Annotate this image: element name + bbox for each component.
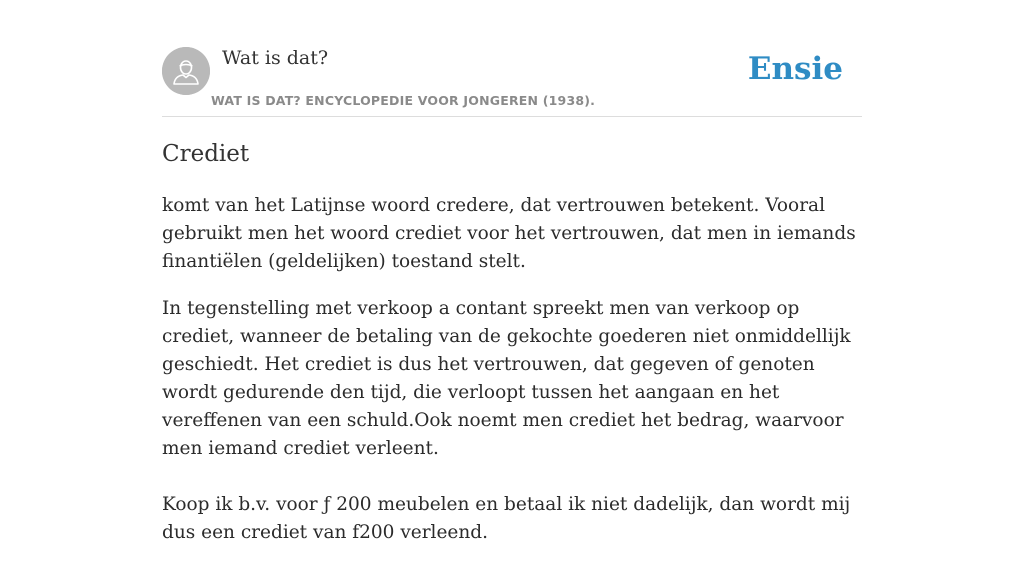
entry-paragraph: komt van het Latijnse woord credere, dat vertrouwen betekent. Vooral gebruikt men het woord crediet voor het vertrouwen, dat men in iemands finantiëlen (geldelijken) toestand stelt.: [162, 195, 856, 272]
article-page: [162, 0, 862, 543]
entry-title: Crediet: [162, 141, 250, 167]
entry-body: [162, 192, 867, 566]
source-header: [162, 0, 862, 117]
entry-paragraph: Koop ik b.v. voor ƒ 200 meubelen en betaal ik niet dadelijk, dan wordt mij dus een crediet van f200 verleend.: [162, 494, 851, 543]
source-title[interactable]: Wat is dat?: [222, 47, 329, 69]
user-avatar-icon[interactable]: [162, 47, 210, 95]
ensie-logo[interactable]: Ensie: [747, 51, 843, 87]
source-subtitle[interactable]: WAT IS DAT? ENCYCLOPEDIE VOOR JONGEREN (1938).: [211, 93, 596, 108]
entry-paragraph: In tegenstelling met verkoop a contant spreekt men van verkoop op crediet, wanneer de betaling van de gekochte goederen niet onmiddellijk geschiedt. Het crediet is dus het vertrouwen, dat gegeven of genoten wordt gedurende den tijd, die verloopt tussen het aangaan en het vereffenen van een schuld.Ook noemt men crediet het bedrag, waarvoor men iemand crediet verleent.: [162, 298, 851, 459]
